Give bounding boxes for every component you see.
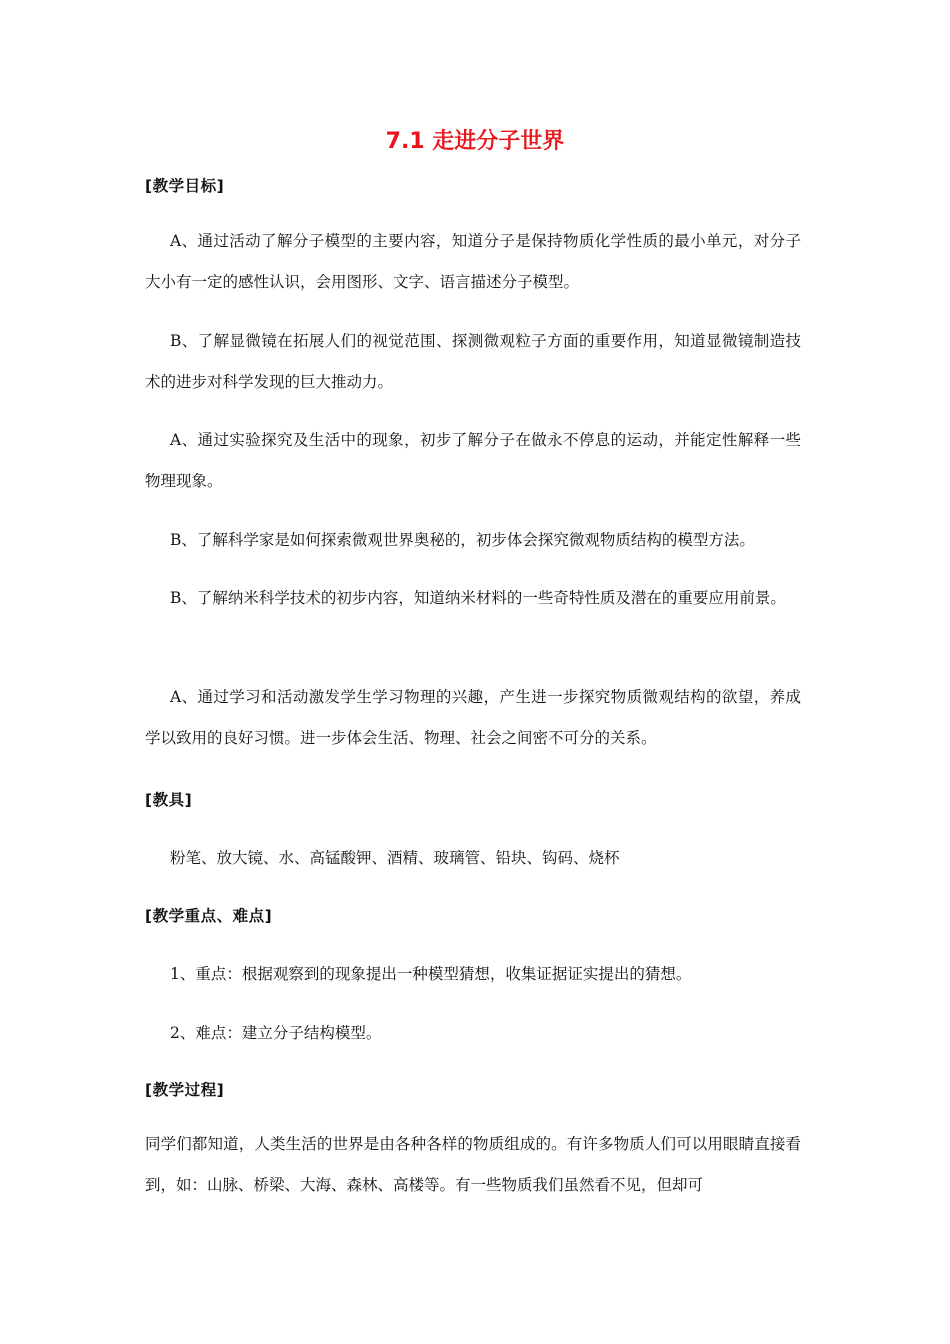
objective-paragraph: A、通过活动了解分子模型的主要内容，知道分子是保持物质化学性质的最小单元，对分子大小有一定的感性认识，会用图形、文字、语言描述分子模型。	[145, 232, 801, 291]
process-paragraph: 同学们都知道，人类生活的世界是由各种各样的物质组成的。有许多物质人们可以用眼睛直接看到，如：山脉、桥梁、大海、森林、高楼等。有一些物质我们虽然看不见，但却可	[145, 1135, 801, 1194]
tools-list: 粉笔、放大镜、水、高锰酸钾、酒精、玻璃管、铅块、钩码、烧杯	[170, 849, 620, 867]
objective-paragraph: B、了解显微镜在拓展人们的视觉范围、探测微观粒子方面的重要作用，知道显微镜制造技术的进步对科学发现的巨大推动力。	[145, 332, 801, 391]
key-point-item: 2、难点：建立分子结构模型。	[170, 1024, 382, 1042]
key-points-heading: [教学重点、难点]	[145, 907, 273, 925]
objective-paragraph: A、通过实验探究及生活中的现象，初步了解分子在做永不停息的运动，并能定性解释一些物理现象。	[145, 431, 801, 490]
key-point-item: 1、重点：根据观察到的现象提出一种模型猜想，收集证据证实提出的猜想。	[170, 965, 692, 983]
objective-paragraph: A、通过学习和活动激发学生学习物理的兴趣，产生进一步探究物质微观结构的欲望，养成学以致用的良好习惯。进一步体会生活、物理、社会之间密不可分的关系。	[145, 688, 801, 747]
objective-paragraph: B、了解纳米科学技术的初步内容，知道纳米材料的一些奇特性质及潜在的重要应用前景。	[170, 589, 786, 607]
tools-heading: [教具]	[145, 791, 193, 809]
objective-paragraph: B、了解科学家是如何探索微观世界奥秘的，初步体会探究微观物质结构的模型方法。	[170, 531, 755, 549]
page-title: 7.1 走进分子世界	[385, 129, 565, 154]
objectives-heading: [教学目标]	[145, 177, 225, 195]
process-heading: [教学过程]	[145, 1081, 225, 1099]
